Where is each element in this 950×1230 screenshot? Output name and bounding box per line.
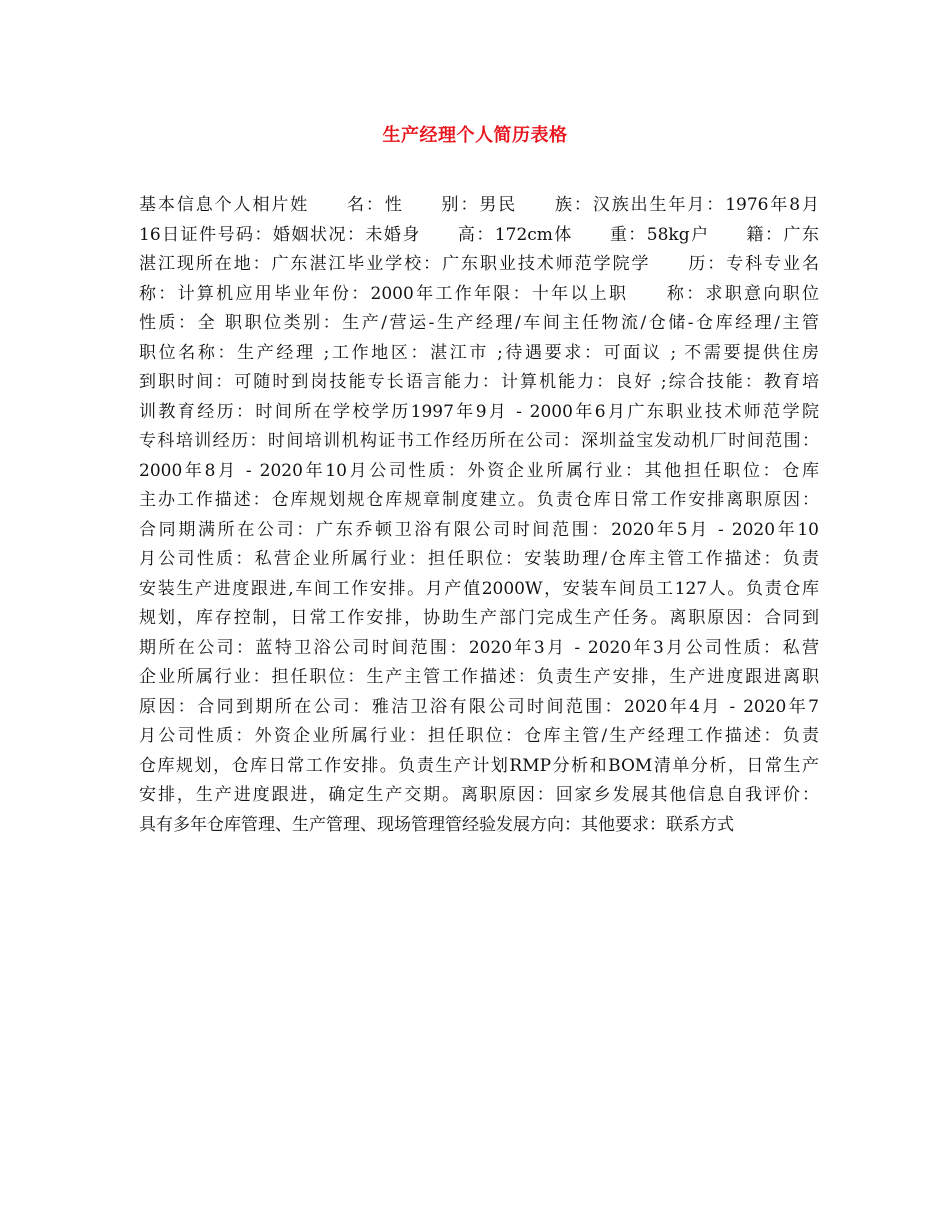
body-line: 合同期满所在公司：广东乔顿卫浴有限公司时间范围：2020年5月 - 2020年10 — [139, 519, 819, 540]
body-line: 称：计算机应用毕业年份：2000年工作年限：十年以上职 称：求职意向职位 — [139, 283, 819, 304]
document-title: 生产经理个人简历表格 — [382, 125, 568, 146]
body-line: 安装生产进度跟进,车间工作安排。月产值2000W，安装车间员工127人。负责仓库 — [139, 578, 819, 599]
body-line: 主办工作描述：仓库规划规仓库规章制度建立。负责仓库日常工作安排离职原因： — [139, 490, 819, 510]
resume-body — [139, 191, 819, 840]
body-line: 专科培训经历：时间培训机构证书工作经历所在公司：深圳益宝发动机厂时间范围： — [139, 431, 819, 451]
body-line: 仓库规划，仓库日常工作安排。负责生产计划RMP分析和BOM清单分析，日常生产 — [139, 755, 819, 776]
body-line: 规划，库存控制，日常工作安排，协助生产部门完成生产任务。离职原因：合同到 — [139, 608, 819, 628]
body-line: 月公司性质：外资企业所属行业：担任职位：仓库主管/生产经理工作描述：负责 — [139, 726, 819, 746]
body-line: 湛江现所在地：广东湛江毕业学校：广东职业技术师范学院学 历：专科专业名 — [139, 254, 819, 274]
body-line: 2000年8月 - 2020年10月公司性质：外资企业所属行业：其他担任职位：仓库 — [139, 460, 819, 481]
body-line: 基本信息个人相片姓 名：性 别：男民 族：汉族出生年月：1976年8月 — [139, 195, 819, 215]
body-line: 月公司性质：私营企业所属行业：担任职位：安装助理/仓库主管工作描述：负责 — [139, 549, 819, 569]
body-line: 企业所属行业：担任职位：生产主管工作描述：负责生产安排，生产进度跟进离职 — [139, 667, 819, 687]
body-line: 期所在公司：蓝特卫浴公司时间范围：2020年3月 - 2020年3月公司性质：私营 — [139, 637, 819, 658]
body-line: 性质：全 职职位类别：生产/营运-生产经理/车间主任物流/仓储-仓库经理/主管 — [139, 313, 819, 333]
body-line: 原因：合同到期所在公司：雅洁卫浴有限公司时间范围：2020年4月 - 2020年7 — [139, 696, 819, 717]
body-line: 具有多年仓库管理、生产管理、现场管理管经验发展方向：其他要求：联系方式 — [139, 814, 734, 835]
body-line: 到职时间：可随时到岗技能专长语言能力：计算机能力：良好 ;综合技能：教育培 — [139, 372, 819, 392]
body-line: 安排，生产进度跟进，确定生产交期。离职原因：回家乡发展其他信息自我评价： — [139, 785, 819, 805]
body-line: 16日证件号码：婚姻状况：未婚身 高：172cm体 重：58kg户 籍：广东 — [139, 224, 819, 245]
body-line: 训教育经历：时间所在学校学历1997年9月 - 2000年6月广东职业技术师范学院 — [139, 401, 819, 422]
body-line: 职位名称：生产经理 ;工作地区：湛江市 ;待遇要求：可面议 ; 不需要提供住房 — [139, 342, 819, 363]
